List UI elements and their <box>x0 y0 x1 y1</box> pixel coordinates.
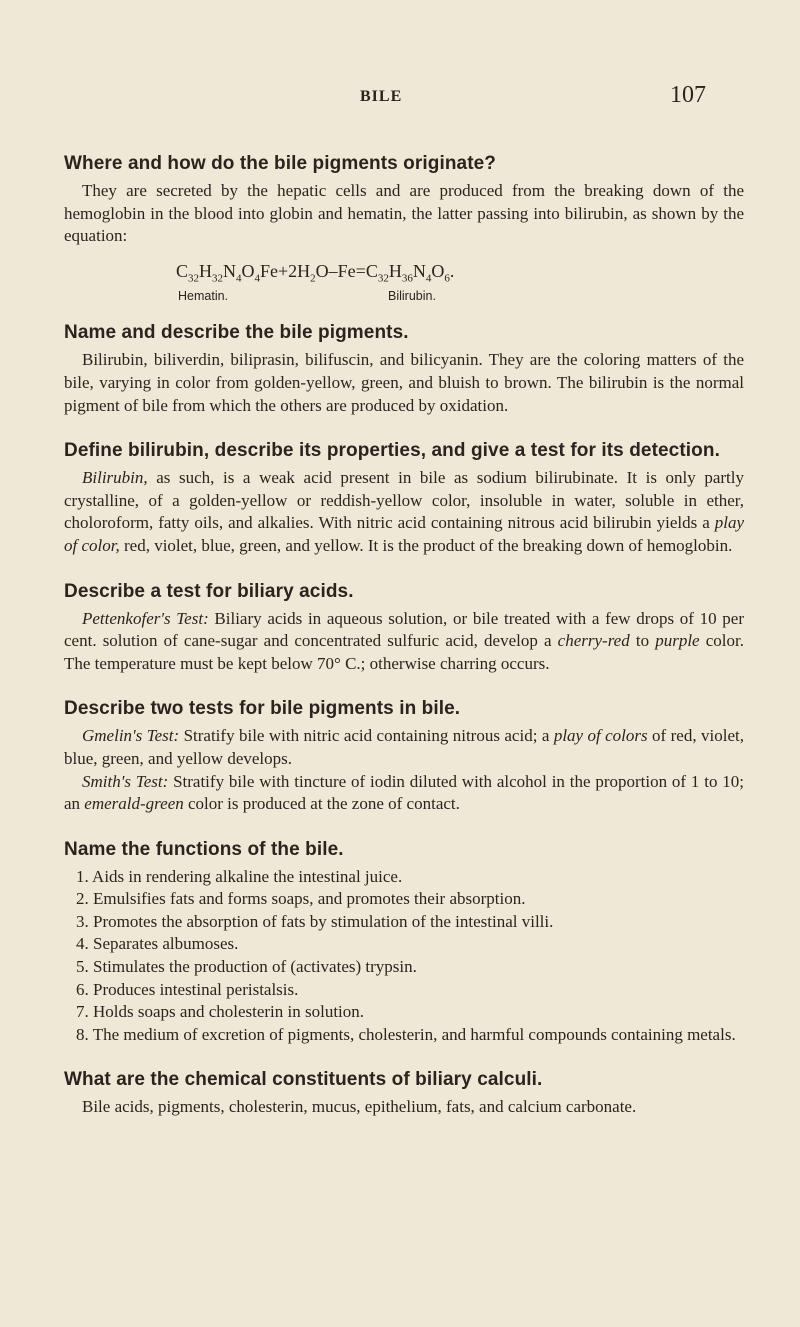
term: Bilirubin, <box>82 468 148 488</box>
term: Gmelin's Test: <box>82 726 180 746</box>
section-body: They are secreted by the hepatic cells and are produced from the breaking down of the hemoglobin in the blood into globin and hematin, the latter passing into bilirubin, as shown by the equation: <box>64 181 744 246</box>
running-title: BILE <box>360 88 403 105</box>
smith-test: Smith's Test: Stratify bile with tincture of iodin diluted with alcohol in the proportion of 1 to 10; an emerald-green color is produced at the zone of contact. <box>64 771 745 814</box>
chemical-equation: $C_{32}H_{32}N_4O_4Fe+2H_2O-Fe=C_{32}H_{36}N_4O_6$. <box>176 260 455 285</box>
section-calculi <box>64 1068 744 1119</box>
section-heading: Define bilirubin, describe its properties, and give a test for its detection. <box>64 440 720 462</box>
equation-label-bilirubin: Bilirubin. <box>388 289 436 304</box>
equation-label-hematin: Hematin. <box>178 289 229 304</box>
running-head <box>0 82 800 112</box>
list-item: 1. Aids in rendering alkaline the intestinal juice. <box>76 866 403 886</box>
section-heading: Name the functions of the bile. <box>64 838 344 860</box>
section-heading: Describe a test for biliary acids. <box>64 580 354 602</box>
section-pigments <box>64 321 744 417</box>
term: Pettenkofer's Test: <box>82 608 209 628</box>
section-biliary-acids <box>64 580 744 676</box>
list-item: 5. Stimulates the production of (activates) trypsin. <box>76 957 417 977</box>
section-origin <box>64 152 744 307</box>
term: Smith's Test: <box>82 771 169 791</box>
section-heading: Name and describe the bile pigments. <box>64 322 409 344</box>
section-heading: Describe two tests for bile pigments in bile. <box>64 698 461 720</box>
section-functions <box>64 838 744 1047</box>
section-pigment-tests <box>64 697 744 815</box>
page-number: 107 <box>670 82 706 108</box>
page-content <box>64 152 744 1139</box>
list-item: 2. Emulsifies fats and forms soaps, and promotes their absorption. <box>76 889 526 909</box>
section-body: Bilirubin, as such, is a weak acid present in bile as sodium bilirubinate. It is only partly crystalline, of a golden-yellow or reddish-yellow color, insoluble in water, soluble in ether, choloroform, fatty oils, and alkalies. With nitric acid containing nitrous acid bilirubin yields a play of color, red, violet, blue, green, and yellow. It is the product of the breaking down of hemoglobin. <box>64 468 744 555</box>
section-heading: What are the chemical constituents of biliary calculi. <box>64 1069 543 1091</box>
list-item: 8. The medium of excretion of pigments, cholesterin, and harmful compounds containing metals. <box>76 1024 736 1044</box>
section-body: Pettenkofer's Test: Biliary acids in aqueous solution, or bile treated with a few drops of 10 per cent. solution of cane-sugar and concentrated sulfuric acid, develop a cherry-red to purple color. The temperature must be kept below 70° C.; otherwise charring occurs. <box>64 608 744 673</box>
list-item: 7. Holds soaps and cholesterin in solution. <box>76 1002 365 1022</box>
section-bilirubin <box>64 439 744 557</box>
gmelin-test: Gmelin's Test: Stratify bile with nitric acid containing nitrous acid; a play of colors of red, violet, blue, green, and yellow develops. <box>64 726 744 768</box>
section-body: Bile acids, pigments, cholesterin, mucus, epithelium, fats, and calcium carbonate. <box>82 1097 637 1117</box>
section-heading: Where and how do the bile pigments originate? <box>64 153 497 174</box>
section-body: Bilirubin, biliverdin, biliprasin, bilifuscin, and bilicyanin. They are the coloring matters of the bile, varying in color from golden-yellow, green, and bluish to brown. The bilirubin is the normal pigment of bile from which the others are produced by oxidation. <box>64 350 744 415</box>
list-item: 4. Separates albumoses. <box>76 934 239 954</box>
list-item: 6. Produces intestinal peristalsis. <box>76 979 299 999</box>
list-item: 3. Promotes the absorption of fats by stimulation of the intestinal villi. <box>76 911 554 931</box>
equation-labels <box>64 289 744 307</box>
